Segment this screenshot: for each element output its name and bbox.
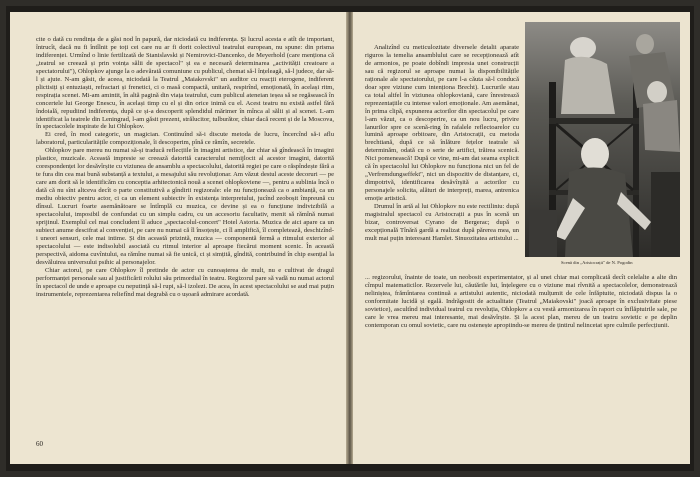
right-page-text-bottom (365, 274, 677, 330)
right-paragraph: Drumul în artă al lui Ohlopkov nu este rectiliniu: după magistralul spectacol cu Aristocrații a pus în scenă un bizar, controversat Cyrano de Bergerac; după o excepțională Tînără gardă a realizat după părerea mea, un mult mai puțin interesant Hamlet. Sinuozitatea artistului ... (365, 203, 519, 242)
left-paragraph: Ohlopkov pare mereu nu numai să-și traducă reflecțiile în imagini artistice, dar chiar să gîndească în imagini plastice, muzicale. Această impresie se creează datorită caracterului nemijlocit al acestor imagini, datorită corespondenței lor desăvîrșite cu viziunea de ansamblu a spectacolului, datorită regiei pe care o răspîndește fără a te fura din cea mai bună substanță a textului, a mesajului său revoluționar. Am văzut destul aceste decoruri — pe care am dorit să le identificăm cu conceptia arhitectonică nouă a scenei ohlopkoviene —, pentru a sublinia încă o dată că nu sînt altceva decît o parte constitutivă a gîndirii regizorale: ele nu funcționează ca o ambianță, ca un mediu obiectiv pentru actor, ci ca un element subiectiv în existența interpretului, jucînd zeoboșit împreună cu dînsul. Lucruri foarte asemănătoare se întîmplă cu muzica, ce devine și ea o funcțiune indivizibilă a spectacolului, imposibil de confundat cu un simplu cadru, cu un accesoriu facultativ, menit să rămînă numai sprijinul. Exemplul cel mai concludent îl aduce „spectacolul-concert" Hotel Astoria. Muzica de aici apare ca un subiect anume descifrat al convenției, pe care nu numai că îl însoțește, ci îl amplifică, îl completează, deschizînd-i uneori sensuri, cele mai intime. Și din această prizintă, muzica — componentă fermă a ritmului exterior al spectacolului — este indisolubil asociată cu ritmul interior al aproape fiecărui moment scenic. În această perspectivă, aidoma cuvîntului, ea rămîne numai să fie unică, ci și simțită, gîndită, contribuind în chip esențial la desvăluirea universului psihic al personajelor. (36, 147, 334, 266)
left-page (10, 12, 346, 464)
left-paragraph: Ei cred, în mod categoric, un magician. Continuînd să-i discute metoda de lucru, încercînd să-i aflu laboratorul, particularitățile compoziționale, îi descoperim, pînă ce rămîn, secretele. (36, 131, 334, 147)
left-page-text (36, 36, 334, 298)
right-paragraph: Analizînd cu meticulozitate diversele detalii aparate riguros la temelia ansamblului care se recepționează atît de armonios, pe poate dobîndi impresia unei construcții sau că regizorul se aproape numai la disponibilitățile raționale ale spectatorului, pe care l-a căuta să-l conducă doar spre viziune cum intenționa Brecht). Lucrurile stau ca total altfel în viziunea ohlopkoviană, care înrestrează reprezentațiile cu intense valori emoționale. Am asemănat, în prima clipă, expunerea actorilor din spectacolul pe care l-am văzut, ca o descoperire, ca un nou lucru, privire lanurilor spre ce scenă-ring în rafalele reflectoarelor cu lumină aproape orbitoare, din Aristocrații, cu metoda brechtiană, după ce să înlăture fețelor teatrale să determinăm, odată cu o serie de artifici, trăirea scenică. Nici pomenească! După ce vine, mi-am dat seama explicit că în spectacolul lui Ohlopkov nu funcționa nici un fel de „Verfremdungseffekt", nici un dispozitiv de distanțare, ci, dimpotrivă, identificarea desăvîrșită a actorilor cu personajele solicita, alături de interpreți, marea, antrenica emoție artistică. (365, 44, 519, 203)
page-number: 60 (36, 440, 43, 448)
left-paragraph: cite o dată cu rendința de a găsi nod în papură, dar niciodată cu indiferența. Și lucrul acesta e atît de important, întrucît, dacă nu fi întîlnit pe toți cei care nu ar fi dorit colectivul teatrului european, nu spune: din prisma indiferenței. Urmînd o linie fertilizată de Stanislavski și Nemirovici-Dancenko, de Meyerhold (care menționa că „teatrul se creează și prin voința sălii de spectacol" și ea e necesară determinarea „activității creatoare a spectatorului"), Ohlopkov ajunge la o adevărată comuniune cu publicul, chemat să-l înțeleagă, să-l judece, dar să-l și ajute. N-am găsit, de aceea, niciodată la Teatrul „Maiakovski" un auditor cu reacții eterogene, indiferent plictisiți și entuziaști, refractari și frenetici, ci o masă compactă, unitară, respirînd, emoționată, în același ritm, respirația scenei. Mi-am amintit, în altă pagină din viața teatrului, cum publicul ateneian ieșea să se regăsească în concertele lui George Enescu, în același timp cu el și din orice inimă cu el. Acest teatru nu există astfel fără îndoială, repudiind indiferența, după ce și-a descoperit splendidul mărimer în mînca al sălii și al scenei. L-am identificat la teatrele din Leningrad, l-am găsit prezent, strălucitor, tulburător, chiar dacă recent și de la Moscova, în spectacolele inspirate de lui Ohlopkov. (36, 36, 334, 131)
right-page-text-top (365, 44, 519, 243)
left-paragraph: Chiar actorul, pe care Ohlopkov îl pretinde de actor cu cunoașterea de mult, nu e cultivat de dragul performanței personale sau al justificării rolului său primordial în teatru. Regizorul pare să vadă nu numai actorul în spectacol de unde e aproape cu neputință să-l rupi, să-l izolezi. De acea, în acest spectacolului se aud mai puțin instrumentele, reprezentarea reliefînd mai degrabă cu o ușoară admirare acordată. (36, 266, 334, 298)
right-page (353, 12, 690, 464)
photo-caption: Scenă din „Aristocrații" de N. Pogodin (561, 260, 633, 265)
theatre-photograph (525, 22, 680, 257)
open-book (6, 6, 694, 471)
book-spine (346, 12, 353, 464)
right-paragraph: ... regizorului, înainte de toate, un neobosit experimentator, și al unei chiar mai complicată decît celelalte a alte din cîmpul matematicilor. Rezervele lui, căutările lui, înțelegere cu o viziune mai rîvnită a spectacolelor, demonstrează neliniștea, frămîntarea continuă a artistului autentic, niciodată mulțumit de cele înfăptuite, niciodată dispus la o conformitate lucidă și egală. Indrăgostit de actualitate (Teatrul „Maiakovski" joacă aproape în exclusivitate piese sovietice), ascultînd individual teatrul cu revoluția, Ohlopkov a cu vestă armonizarea în raport cu înflăptuirile sale, pe care le vrea mereu mai interesante, mai desăvîrșite. Și la acest plan, mereu de un teatru sovietic e pe deplin contemporan cu omul sovietic, care nu ostenește apropiindu-se mereu de țintirul nelincetat spre culmile perfecțiunii. (365, 274, 677, 329)
photo-scene-image (525, 22, 680, 257)
